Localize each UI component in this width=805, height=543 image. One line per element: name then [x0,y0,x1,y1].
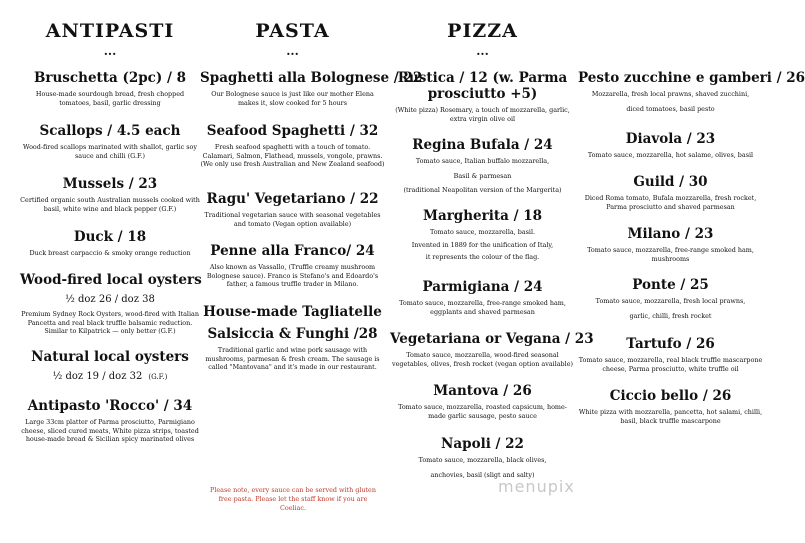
item-desc: White pizza with mozzarella, pancetta, hot salami, chilli, basil, black truffle mascarpone [578,408,763,425]
item-desc: Also known as Vassallo, (Truffle creamy mushroom Bolognese sauce). Franco is Stefano's and Edoardo's father, a famous truffle trader in Milano. [206,263,379,289]
item-desc-line: Tomato sauce, mozzarella, basil. [429,228,536,236]
pasta-heading: PASTA [255,20,330,42]
item-desc-line: garlic, chilli, fresh rocket [629,311,712,320]
menu-item-guild [578,174,763,211]
menu-item-parmigiana [390,279,575,316]
item-desc-line: Invented in 1889 for the unification of Italy, [411,240,554,249]
item-desc: Our Bolognese sauce is just like our mother Elena makes it, slow cooked for 5 hours [211,90,374,107]
item-desc [390,157,575,195]
pasta-column [200,0,423,543]
item-name: Parmigiana / 24 [422,279,543,295]
item-desc: Large 33cm platter of Parma prosciutto, Parmigiano cheese, sliced cured meats, White pizza strips, toasted house-made bread & Sicilian spicy marinated olives [21,418,199,444]
item-desc-line: Tomato sauce, Italian buffalo mozzarella, [415,157,550,165]
pasta-dots: ... [286,44,299,58]
item-name: Wood-fired local oysters [20,272,202,288]
menu-item-rustica [390,70,575,123]
item-price: ½ doz 19 / doz 32 [52,371,143,382]
item-name: Guild / 30 [633,174,708,190]
menu-item-woodfired-oysters [20,272,200,336]
menu-item-rocco [20,398,200,444]
pizza-column-left [390,0,594,543]
item-desc-line: Tomato sauce, mozzarella, black olives, [418,456,547,464]
antipasti-column [20,0,200,543]
item-desc-line: Mozzarella, fresh local prawns, shaved zucchini, [591,90,750,98]
item-name: Milano / 23 [627,226,714,242]
antipasti-heading: ANTIPASTI [45,20,175,42]
menu-item-penne-franco [200,243,385,289]
item-desc: Tomato sauce, mozzarella, free-range smoked ham, eggplants and shaved parmesan [399,299,566,316]
menu-item-ragu [200,191,385,228]
item-name: Rustica / 12 (w. Parma [397,70,568,86]
item-desc-line: (traditional Neapolitan version of the Margerita) [403,186,562,195]
menu-item-ponte [578,277,763,320]
item-desc-line: Tomato sauce, mozzarella, fresh local prawns, [595,297,746,305]
item-desc [390,228,575,262]
item-desc: House-made sourdough bread, fresh chopped tomatoes, basil, garlic dressing [35,90,185,107]
item-name: Margherita / 18 [423,208,542,224]
item-desc: Certified organic south Australian mussels cooked with basil, white wine and black pepper (G.F.) [20,196,200,213]
pizza-column-right [578,0,805,543]
item-name-line-2: prosciutto +5) [427,86,538,102]
item-desc: Traditional vegetarian sauce with seasonal vegetables and tomato (Vegan option available) [204,211,381,228]
menu-item-pesto-zucchine [578,70,805,113]
menu-item-margherita [390,208,575,262]
item-name: Diavola / 23 [625,131,716,147]
item-desc: Tomato sauce, mozzarella, free-range smoked ham, mushrooms [587,246,754,263]
menu-item-tagliatelle [200,304,385,372]
item-name: Pesto zucchine e gamberi / 26 [578,70,805,86]
item-desc: Traditional garlic and wine pork sausage with mushrooms, parmesan & fresh cream. The sausage is called "Mantovana" and it's made in our restaurant. [205,346,380,372]
item-price-row [20,371,200,383]
item-desc: Fresh seafood spaghetti with a touch of tomato. Calamari, Salmon, Flathead, mussels, vongole, prawns. (We only use fresh Australian and New Zealand seafood) [200,143,385,169]
pizza-dots: ... [476,44,489,58]
menu-item-duck [20,229,200,258]
item-name: Scallops / 4.5 each [39,123,181,139]
menu-item-regina-bufala [390,137,575,195]
pizza-heading: PIZZA [447,20,518,42]
gluten-free-tag: (G.F.) [148,373,168,381]
menu-item-tartufo [578,336,763,373]
menu-item-mantova [390,383,575,420]
item-name: Bruschetta (2pc) / 8 [33,70,187,86]
item-price: ½ doz 26 / doz 38 [65,294,155,305]
item-desc: Duck breast carpaccio & smoky orange reduction [29,249,191,257]
menu-item-bruschetta [20,70,200,107]
item-desc-line: anchovies, basil (sligt and salty) [430,470,535,479]
item-desc-line: it represents the colour of the flag. [425,253,540,262]
item-desc: (White pizza) Rosemary, a touch of mozzarella, garlic, extra virgin olive oil [395,106,570,123]
item-name: Ragu' Vegetariano / 22 [206,191,379,207]
gluten-free-note: Please note, every sauce can be served with gluten free pasta. Please let the staff know if you are Coeliac. [210,486,376,512]
item-desc-line: Basil & parmesan [453,171,512,180]
item-name: Regina Bufala / 24 [412,137,553,153]
item-desc: Premium Sydney Rock Oysters, wood-fired with Italian Pancetta and real black truffle balsamic reduction. Similar to Kilpatrick — only better (G.F.) [21,310,199,336]
item-name-line-2: Salsiccia & Funghi /28 [207,326,378,342]
antipasti-dots: ... [103,44,117,58]
item-name: Seafood Spaghetti / 32 [206,123,379,139]
item-desc [578,90,763,113]
item-name: Antipasto 'Rocco' / 34 [27,398,193,414]
item-name: Vegetariana or Vegana / 23 [390,331,594,347]
menu-item-scallops [20,123,200,160]
menu-item-diavola [578,131,763,160]
item-name: Penne alla Franco/ 24 [210,243,375,259]
item-desc [578,297,763,320]
item-desc: Tomato sauce, mozzarella, wood-fired seasonal vegetables, olives, fresh rocket (vegan option available) [392,351,573,368]
item-desc-line: diced tomatoes, basil pesto [626,104,715,113]
menu-item-seafood-spaghetti [200,123,385,169]
item-name: Natural local oysters [31,349,189,365]
item-desc: Wood-fired scallops marinated with shallot, garlic soy sauce and chilli (G.F.) [22,143,198,160]
item-name: Mantova / 26 [433,383,532,399]
menu-item-milano [578,226,763,263]
menu-item-napoli [390,436,575,479]
item-desc [390,456,575,479]
item-name: House-made Tagliatelle [203,304,382,320]
menu-item-vegetariana [390,331,594,368]
item-name: Spaghetti alla Bolognese / 22 [200,70,423,86]
item-name: Duck / 18 [73,229,147,245]
item-name: Tartufo / 26 [626,336,715,352]
item-desc: Tomato sauce, mozzarella, roasted capsicum, home-made garlic sausage, pesto sauce [398,403,567,420]
item-desc: Tomato sauce, mozzarella, hot salame, olives, basil [587,151,754,159]
item-name: Mussels / 23 [62,176,158,192]
item-desc: Tomato sauce, mozzarella, real black truffle mascarpone cheese, Parma prosciutto, white truffle oil [578,356,763,373]
item-name: Ciccio bello / 26 [609,388,732,404]
menu-item-natural-oysters [20,349,200,383]
menu-item-mussels [20,176,200,213]
menu-item-ciccio-bello [578,388,763,425]
item-name: Ponte / 25 [632,277,709,293]
menupix-watermark: menupix [498,477,575,496]
item-name: Napoli / 22 [441,436,524,452]
item-desc: Diced Roma tomato, Bufala mozzarella, fresh rocket, Parma prosciutto and shaved parmesan [584,194,757,211]
menu-item-bolognese [200,70,423,107]
